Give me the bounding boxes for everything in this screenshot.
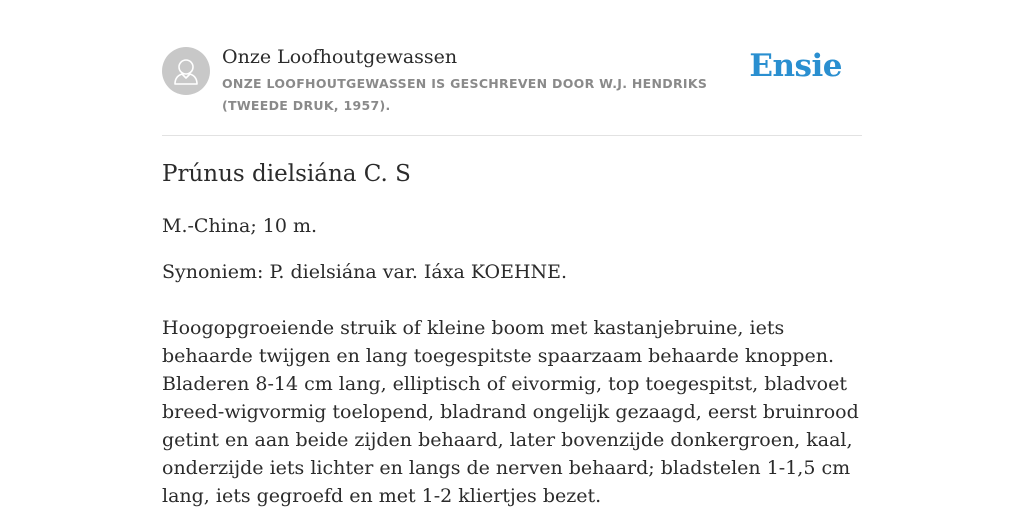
entry-title: Prúnus dielsiána C. S: [162, 161, 411, 187]
person-icon: [162, 47, 210, 95]
ensie-logo-link[interactable]: Ensie: [749, 48, 842, 84]
entry-region: M.-China; 10 m.: [162, 215, 318, 237]
source-header: [162, 44, 862, 136]
source-title[interactable]: Onze Loofhoutgewassen: [222, 46, 458, 68]
entry-description: Hoogopgroeiende struik of kleine boom met kastanjebruine, iets behaarde twijgen en lang toegespitste spaarzaam behaarde knoppen. Bladeren 8-14 cm lang, elliptisch of eivormig, top toegespitst, bladvoet breed-wigvormig toelopend, bladrand ongelijk gezaagd, eerst bruinrood getint en aan beide zijden behaard, later bovenzijde donkergroen, kaal, onderzijde iets lichter en langs de nerven behaard; bladstelen 1-1,5 cm lang, iets gegroefd en met 1-2 kliertjes bezet.: [162, 317, 859, 507]
entry-synonym: Synoniem: P. dielsiána var. Iáxa KOEHNE.: [162, 261, 568, 283]
entry-content: [162, 158, 862, 510]
avatar[interactable]: [162, 47, 210, 95]
source-description: ONZE LOOFHOUTGEWASSEN IS GESCHREVEN DOOR W.J. HENDRIKS (TWEEDE DRUK, 1957).: [222, 76, 708, 113]
